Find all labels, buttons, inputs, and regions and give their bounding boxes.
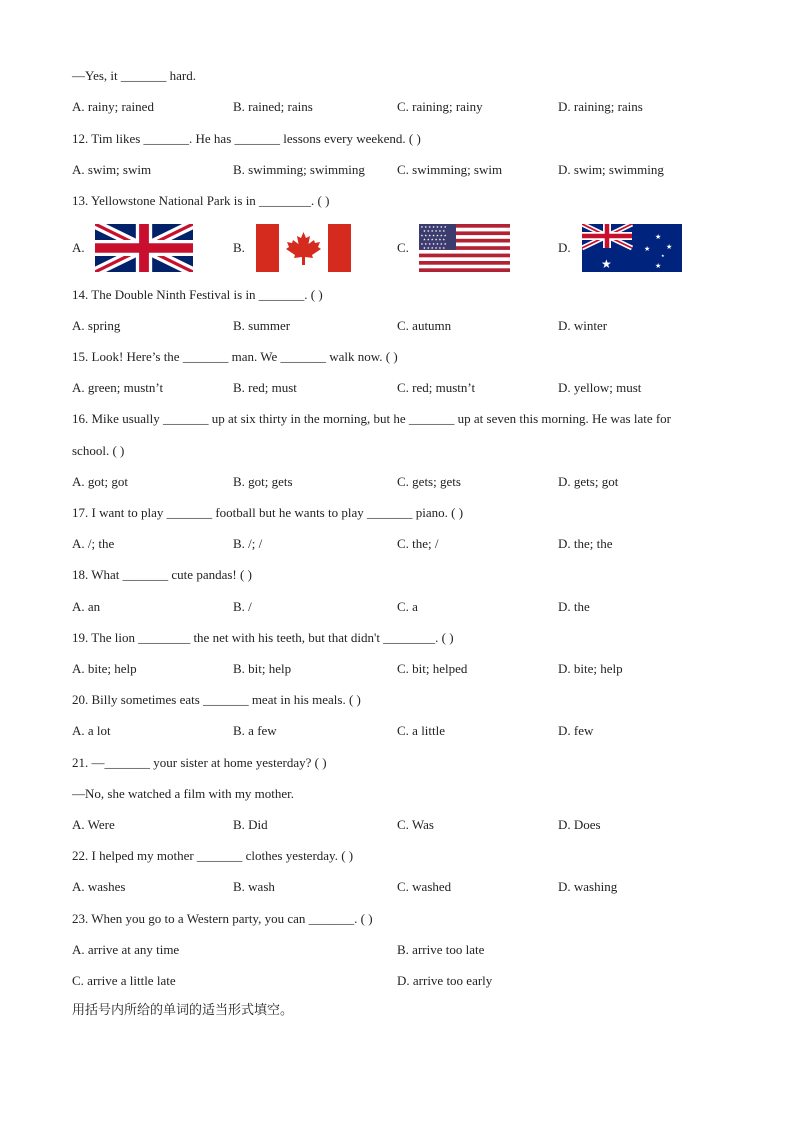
option-b: B. summer <box>233 318 291 333</box>
option-c: C. bit; helped <box>397 661 468 676</box>
option-a: A. washes <box>72 879 126 894</box>
svg-text:★ ★ ★ ★ ★ ★: ★ ★ ★ ★ ★ ★ <box>423 246 446 250</box>
svg-text:★: ★ <box>655 262 662 270</box>
option-c: C. autumn <box>397 318 452 333</box>
svg-text:★ ★ ★ ★ ★ ★ ★: ★ ★ ★ ★ ★ ★ ★ <box>420 241 447 246</box>
uk-flag-icon <box>95 224 193 272</box>
question-14: 14. The Double Ninth Festival is in _______. ( ) <box>72 287 323 302</box>
svg-text:★: ★ <box>644 245 651 253</box>
option-a: A. Were <box>72 817 115 832</box>
svg-text:★ ★ ★ ★ ★ ★ ★: ★ ★ ★ ★ ★ ★ ★ <box>420 225 447 229</box>
question-16: 16. Mike usually _______ up at six thirty in the morning, but he _______ up at seven this morning. He was late for <box>72 411 672 426</box>
option-a: A. got; got <box>72 474 128 489</box>
question-23: 23. When you go to a Western party, you can _______. ( ) <box>72 911 373 926</box>
answer-line: —Yes, it _______ hard. <box>72 68 196 83</box>
question-19: 19. The lion ________ the net with his teeth, but that didn't ________. ( ) <box>72 630 454 645</box>
question-17: 17. I want to play _______ football but he wants to play _______ piano. ( ) <box>72 505 464 520</box>
option-c: C. <box>397 240 409 255</box>
svg-text:★ ★ ★ ★ ★ ★: ★ ★ ★ ★ ★ ★ <box>423 229 446 234</box>
svg-text:★ ★ ★ ★ ★ ★: ★ ★ ★ ★ ★ ★ <box>423 237 446 242</box>
question-20: 20. Billy sometimes eats _______ meat in his meals. ( ) <box>72 692 361 707</box>
option-c: C. a <box>397 599 418 614</box>
option-c: C. red; mustn’t <box>397 380 476 395</box>
option-b: B. got; gets <box>233 474 293 489</box>
option-c: C. Was <box>397 817 434 832</box>
option-a: A. rainy; rained <box>72 99 154 114</box>
option-b: B. bit; help <box>233 661 292 676</box>
option-d: D. few <box>558 723 594 738</box>
option-a: A. green; mustn’t <box>72 380 164 395</box>
option-d: D. arrive too early <box>397 973 493 988</box>
option-c: C. arrive a little late <box>72 973 176 988</box>
option-c: C. washed <box>397 879 452 894</box>
section-heading: 用括号内所给的单词的适当形式填空。 <box>72 1003 294 1018</box>
option-d: D. swim; swimming <box>558 162 664 177</box>
svg-text:★: ★ <box>601 257 612 271</box>
option-b: B. red; must <box>233 380 297 395</box>
option-a: A. swim; swim <box>72 162 152 177</box>
option-a: A. <box>72 240 85 255</box>
canada-flag-icon <box>256 224 351 272</box>
question-21: 21. —_______ your sister at home yesterday? ( ) <box>72 755 327 770</box>
question-15: 15. Look! Here’s the _______ man. We _______ walk now. ( ) <box>72 349 398 364</box>
option-d: D. gets; got <box>558 474 619 489</box>
option-c: C. a little <box>397 723 446 738</box>
option-c: C. swimming; swim <box>397 162 503 177</box>
question-16-cont: school. ( ) <box>72 443 125 458</box>
question-18: 18. What _______ cute pandas! ( ) <box>72 567 252 582</box>
usa-flag-icon <box>419 224 510 272</box>
question-12: 12. Tim likes _______. He has _______ lessons every weekend. ( ) <box>72 131 421 146</box>
option-b: B. Did <box>233 817 268 832</box>
option-d: D. winter <box>558 318 608 333</box>
option-c: C. raining; rainy <box>397 99 483 114</box>
option-d: D. yellow; must <box>558 380 642 395</box>
option-b: B. arrive too late <box>397 942 485 957</box>
option-d: D. washing <box>558 879 618 894</box>
svg-text:★ ★ ★ ★ ★ ★ ★: ★ ★ ★ ★ ★ ★ ★ <box>420 233 447 238</box>
svg-text:★: ★ <box>655 233 662 241</box>
option-a: A. arrive at any time <box>72 942 180 957</box>
option-a: A. bite; help <box>72 661 137 676</box>
option-d: D. <box>558 240 571 255</box>
option-d: D. the; the <box>558 536 613 551</box>
svg-text:★: ★ <box>661 253 665 258</box>
svg-text:★: ★ <box>666 243 673 251</box>
question-22: 22. I helped my mother _______ clothes yesterday. ( ) <box>72 848 354 863</box>
question-21-reply: —No, she watched a film with my mother. <box>72 786 295 801</box>
option-d: D. raining; rains <box>558 99 643 114</box>
question-13: 13. Yellowstone National Park is in ________. ( ) <box>72 193 330 208</box>
option-d: D. bite; help <box>558 661 623 676</box>
option-c: C. the; / <box>397 536 439 551</box>
option-b: B. /; / <box>233 536 263 551</box>
option-d: D. Does <box>558 817 601 832</box>
option-a: A. /; the <box>72 536 115 551</box>
option-a: A. spring <box>72 318 121 333</box>
option-b: B. a few <box>233 723 277 738</box>
option-b: B. swimming; swimming <box>233 162 365 177</box>
option-b: B. wash <box>233 879 275 894</box>
australia-flag-icon <box>582 224 682 272</box>
option-c: C. gets; gets <box>397 474 461 489</box>
option-b: B. rained; rains <box>233 99 313 114</box>
option-b: B. / <box>233 599 252 614</box>
option-b: B. <box>233 240 245 255</box>
option-d: D. the <box>558 599 590 614</box>
option-a: A. an <box>72 599 101 614</box>
option-a: A. a lot <box>72 723 111 738</box>
